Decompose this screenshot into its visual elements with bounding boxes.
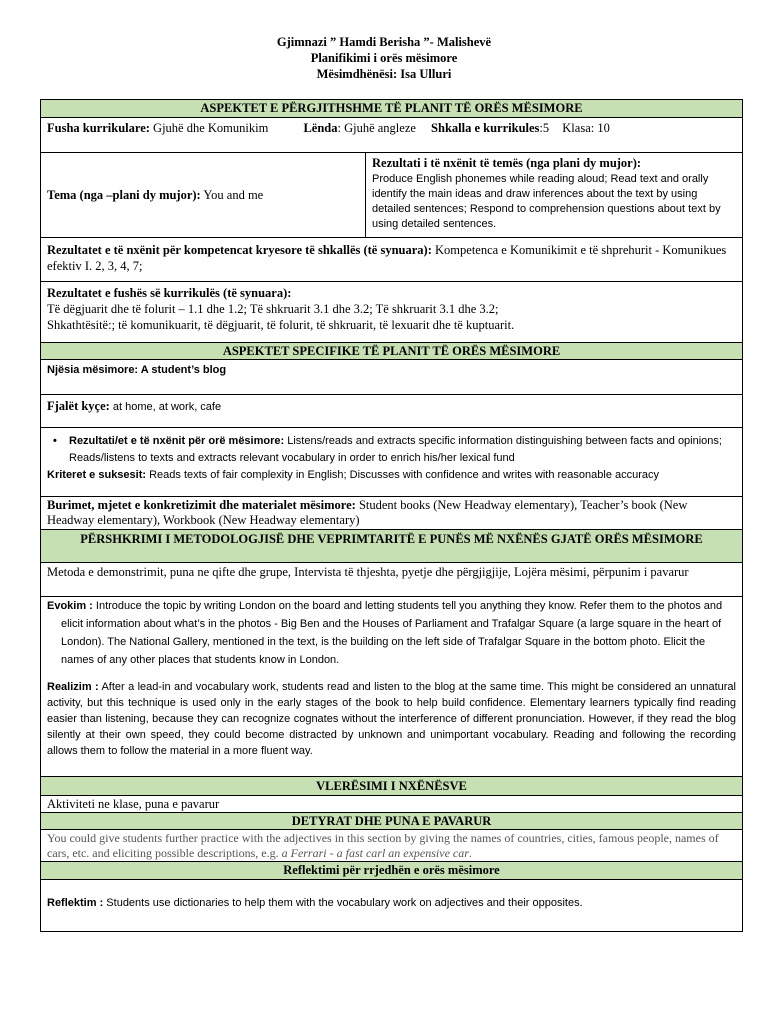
topic-outcome-text: Produce English phonemes while reading aloud; Read text and orally identify the main ideas and draw inferences about the text by using detailed sentences; Respond to comprehension questions about text by using detailed sentences. (372, 173, 721, 230)
school-name: Gjimnazi ” Hamdi Berisha ”- Malishevë (276, 35, 492, 49)
section-homework-header (41, 812, 742, 829)
curriculum-outcomes-label: Rezultatet e fushës së kurrikulës (të synuara): (47, 286, 292, 300)
realizim-paragraph (47, 679, 736, 759)
section-title: DETYRAT DHE PUNA E PAVARUR (291, 814, 492, 828)
bullet-icon: • (53, 435, 57, 447)
lesson-outcomes-row (41, 427, 742, 496)
key-competences-row (41, 237, 742, 281)
resources-value: Student books (New Headway elementary), Teacher’s book (New Headway elementary), Workbook (New Headway elementary) (47, 498, 688, 527)
topic-row (41, 152, 742, 237)
section-general-aspects-header (41, 100, 742, 117)
evokim-paragraph (47, 597, 736, 669)
realizim-text: After a lead-in and vocabulary work, students read and listen to the blog at the same time. This might be considered an unnatural activity, but this technique is used only in the early stages of the book to help build confidence. Elementary learners typically find reading easier than listening, because they can recognize cognates without the interference of different pronunciation. However, if they read the blog silently at their own speed, they could become distracted by unknown and unimportant vocabulary. Reading and following the recording allows them to follow the material in a more fluent way. (47, 681, 736, 757)
section-title: VLERËSIMI I NXËNËSVE (316, 779, 467, 793)
evokim-label: Evokim : (47, 600, 93, 612)
keywords-row (41, 394, 742, 427)
lesson-outcome-label: Rezultati/et e të nxënit për orë mësimore: (69, 435, 285, 447)
section-reflection-header (41, 861, 742, 879)
shkalla-value: :5 (539, 121, 550, 135)
tema-label: Tema (nga –plani dy mujor): (47, 188, 201, 202)
activities-row (41, 596, 742, 776)
section-title: ASPEKTET SPECIFIKE TË PLANIT TË ORËS MËSIMORE (222, 344, 561, 358)
homework-example: a Ferrari - a fast carl an expensive car (281, 846, 469, 860)
homework-text: You could give students further practice with the adjectives in this section by giving the names of countries, cities, famous people, names of cars, etc. and eliciting possible descriptions, e.g. (47, 831, 719, 860)
resources-label: Burimet, mjetet e konkretizimit dhe materialet mësimore: (47, 498, 356, 512)
topic-cell (41, 153, 366, 237)
methods-row (41, 562, 742, 596)
evokim-text: Introduce the topic by writing London on the board and letting students tell you anything they know. Refer them to the photos and elicit information about what’s in the photos - Big Ben and the Houses of Parliament and Trafalgar Square (a large square in the heart of London). The National Gallery, mentioned in the text, is the building on the left side of Trafalgar Square in the bottom photo. Elicit the names of any other places that students know in London. (61, 600, 723, 666)
tema-value: You and me (200, 188, 264, 202)
section-assessment-header (41, 776, 742, 795)
success-criteria-value: Reads texts of fair complexity in English; Discusses with confidence and writes with reasonable accuracy (146, 469, 660, 481)
teacher-name: Mësimdhënësi: Isa Ulluri (316, 67, 452, 81)
lesson-outcome-value: Listens/reads and extracts specific information distinguishing between facts and opinions; Reads/listens to texts and extracts relevant vocabulary in order to enrich his/her lexical fund (69, 435, 722, 464)
realizim-label: Realizim : (47, 681, 99, 693)
reflection-label: Reflektim : (47, 897, 104, 909)
reflection-text: Students use dictionaries to help them with the vocabulary work on adjectives and their opposites. (103, 897, 583, 909)
section-title: ASPEKTET E PËRGJITHSHME TË PLANIT TË ORËS MËSIMORE (200, 101, 583, 115)
lenda-value: : Gjuhë angleze (337, 121, 416, 135)
fusha-value: Gjuhë dhe Komunikim (149, 121, 269, 135)
section-methodology-header (41, 529, 742, 562)
homework-row (41, 829, 742, 861)
section-title: PËRSHKRIMI I METODOLOGJISË DHE VEPRIMTARITË E PUNËS MË NXËNËS GJATË ORËS MËSIMORE (80, 532, 703, 546)
keywords-value: at home, at work, cafe (109, 401, 222, 413)
lesson-outcome-item (53, 433, 736, 467)
curriculum-outcomes-row (41, 281, 742, 342)
topic-outcome-label: Rezultati i të nxënit të temës (nga plani dy mujor): (372, 156, 642, 170)
competences-label: Rezultatet e të nxënit për kompetencat kryesore të shkallës (të synuara): (47, 243, 432, 257)
section-specific-aspects-header (41, 342, 742, 359)
section-title: Reflektimi për rrjedhën e orës mësimore (283, 863, 500, 877)
curriculum-row (41, 117, 742, 152)
methods-text: Metoda e demonstrimit, puna ne qifte dhe grupe, Intervista të thjeshta, pyetje dhe përgjigjije, Lojëra mësimi, përpunim i pavarur (47, 565, 689, 579)
assessment-row (41, 795, 742, 812)
shkalla-label: Shkalla e kurrikules (431, 121, 540, 135)
unit-label: Njësia mësimore: (47, 364, 139, 376)
klasa-value: Klasa: 10 (562, 121, 610, 135)
plan-title: Planifikimi i orës mësimore (310, 51, 458, 65)
topic-outcome-cell (366, 153, 742, 237)
reflection-row (41, 879, 742, 931)
competences-value: Kompetenca e Komunikimit e të shprehurit - Komunikues efektiv I. 2, 3, 4, 7; (47, 243, 727, 273)
lesson-plan-table (40, 99, 743, 932)
resources-row (41, 496, 742, 529)
document-header (0, 34, 768, 82)
fusha-label: Fusha kurrikulare: (47, 121, 150, 135)
unit-value: A student’s blog (138, 364, 227, 376)
curriculum-outcomes-line2: Shkathtësitë:; të komunikuarit, të dëgjuarit, të folurit, të shkruarit, të lexuarit dhe të kuptuarit. (47, 318, 515, 332)
homework-end: . (468, 846, 472, 860)
keywords-label: Fjalët kyçe: (47, 399, 110, 413)
curriculum-outcomes-line1: Të dëgjuarit dhe të folurit – 1.1 dhe 1.2; Të shkruarit 3.1 dhe 3.2; Të shkruarit 3.1 dhe 3.2; (47, 302, 499, 316)
assessment-text: Aktiviteti ne klase, puna e pavarur (47, 797, 220, 811)
lenda-label: Lënda (303, 121, 338, 135)
success-criteria-label: Kriteret e suksesit: (47, 469, 147, 481)
unit-row (41, 359, 742, 394)
